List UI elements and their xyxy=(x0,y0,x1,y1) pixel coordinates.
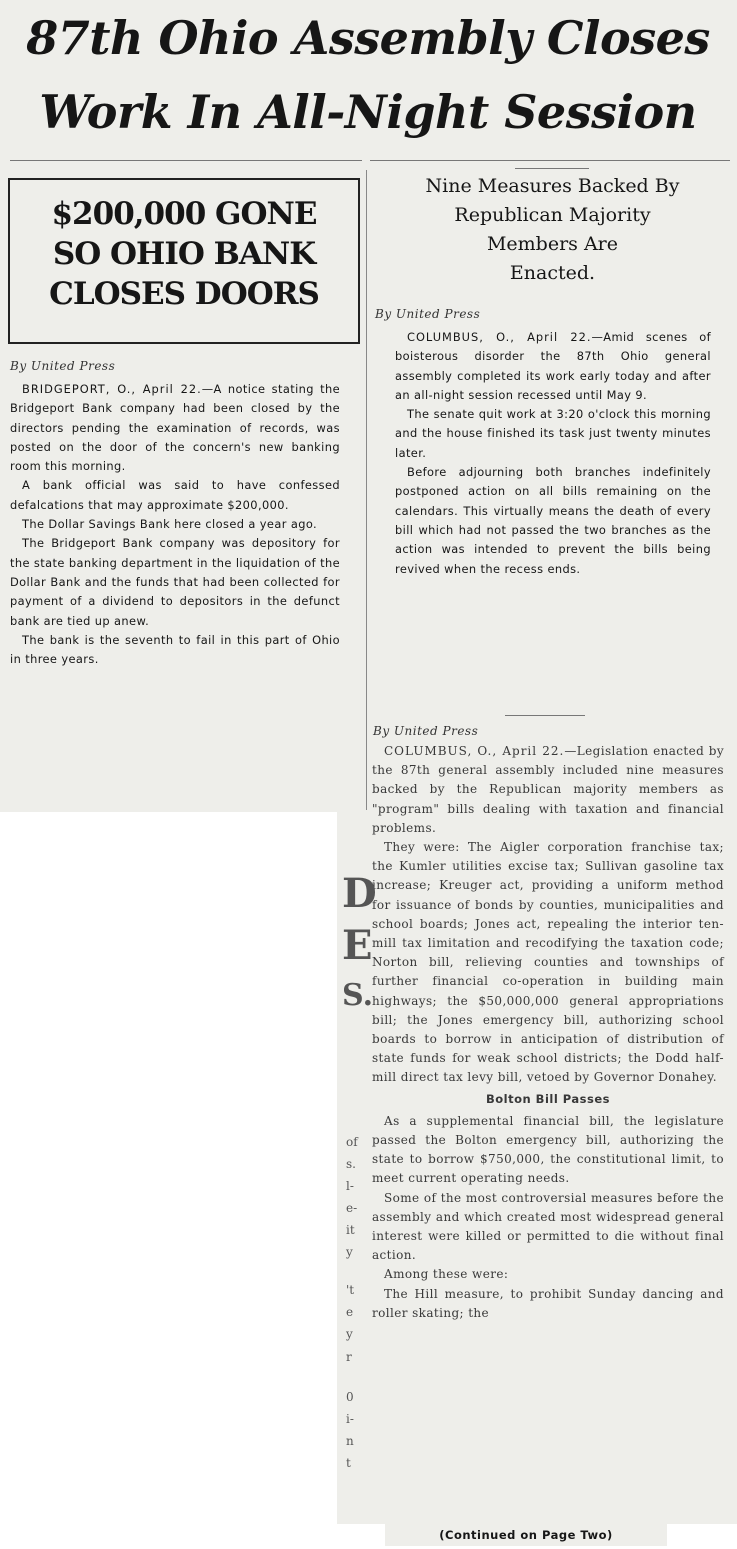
bank-dateline: BRIDGEPORT, O., April 22. xyxy=(22,382,202,396)
assembly-paragraph-2: The senate quit work at 3:20 o'clock this morning and the house finished its task just twenty minutes later. xyxy=(395,407,711,460)
legislation-dateline: COLUMBUS, O., April 22. xyxy=(384,744,565,758)
legislation-story-body xyxy=(372,742,724,1323)
fragment-letter-1: D xyxy=(342,870,377,917)
column-divider xyxy=(366,170,367,810)
bank-paragraph-1: BRIDGEPORT, O., April 22.—A notice stating the Bridgeport Bank company had been closed by the directors pending the examination of records, was posted on the door of the concern's new banking room this morning. xyxy=(10,382,340,474)
bank-story-byline: By United Press xyxy=(10,359,116,373)
headline-line-2: Work In All-Night Session xyxy=(39,85,697,139)
headline-rule-left xyxy=(10,160,362,161)
fragment-text-11: 0 xyxy=(346,1390,354,1404)
story-separator-rule xyxy=(505,715,585,716)
assembly-paragraph-3: Before adjourning both branches indefinitely postponed action on all bills remaining on the calendars. This virtually means the death of every bill which had not passed the two branches as the action was intended to prevent the bills being revived when the recess ends. xyxy=(395,465,711,576)
assembly-story-byline: By United Press xyxy=(375,307,481,321)
fragment-text-14: t xyxy=(346,1456,351,1470)
fragment-text-8: e xyxy=(346,1305,354,1319)
legislation-paragraph-6: The Hill measure, to prohibit Sunday dancing and roller skating; the xyxy=(372,1286,724,1320)
fragment-letter-3: S. xyxy=(342,978,374,1013)
assembly-subheading-line-3: Members Are xyxy=(486,233,619,255)
bolton-subhead: Bolton Bill Passes xyxy=(485,1091,610,1106)
bank-paragraph-3: The Dollar Savings Bank here closed a year ago. xyxy=(22,517,318,532)
fragment-text-7: 't xyxy=(346,1283,355,1297)
fragment-letter-2: E xyxy=(342,922,373,969)
assembly-dateline: COLUMBUS, O., April 22. xyxy=(407,330,592,344)
fragment-text-6: y xyxy=(346,1245,353,1259)
legislation-story-byline: By United Press xyxy=(373,724,479,738)
legislation-paragraph-4: Some of the most controversial measures before the assembly and which created most widespread general interest were killed or permitted to die without final action. xyxy=(372,1190,724,1263)
fragment-text-3: l- xyxy=(346,1179,354,1193)
assembly-story-body xyxy=(395,328,711,579)
adjacent-column-fragment xyxy=(340,870,377,1341)
fragment-text-1: of xyxy=(346,1135,358,1149)
adjacent-column-fragment-lower xyxy=(340,1350,362,1524)
legislation-paragraph-3: As a supplemental financial bill, the legislature passed the Bolton emergency bill, authorizing the state to borrow $750,000, the constitutional limit, to meet current operating needs. xyxy=(372,1113,724,1186)
legislation-paragraph-2: They were: The Aigler corporation franchise tax; the Kumler utilities excise tax; Sullivan gasoline tax increase; Kreuger act, providing a uniform method for issuance of bonds by counties, municipalities and school boards; Jones act, repealing the interior ten-mill tax limitation and recodifying the taxation code; Norton bill, relieving counties and townships of further financial co-operation in building main highways; the $50,000,000 general appropriations bill; the Jones emergency bill, authorizing school boards to borrow in anticipation of distribution of state funds for weak school districts; the Dodd half-mill direct tax levy bill, vetoed by Governor Donahey. xyxy=(372,840,724,1085)
bank-paragraph-2: A bank official was said to have confessed defalcations that may approximate $200,000. xyxy=(10,478,340,512)
assembly-subheading-line-2: Republican Majority xyxy=(454,204,651,226)
fragment-text-10: r xyxy=(346,1350,352,1364)
bank-paragraph-5: The bank is the seventh to fail in this part of Ohio in three years. xyxy=(10,632,340,667)
fragment-text-2: s. xyxy=(346,1157,356,1171)
assembly-subheading xyxy=(370,172,735,288)
continued-notice: (Continued on Page Two) xyxy=(385,1524,667,1546)
main-headline xyxy=(0,0,737,165)
fragment-text-5: it xyxy=(346,1223,355,1237)
bank-story-body xyxy=(10,380,340,669)
bank-heading-line-2: SO OHIO BANK xyxy=(52,236,316,272)
bank-paragraph-4: The Bridgeport Bank company was depository for the state banking department in the liquidation of the Dollar Bank and the funds that had been collected for payment of a dividend to depositors in the defunct bank are tied up anew. xyxy=(10,536,340,628)
fragment-text-12: i- xyxy=(346,1412,354,1426)
assembly-paragraph-1: COLUMBUS, O., April 22.—Amid scenes of boisterous disorder the 87th Ohio general assembly completed its work early today and after an all-night session recessed until May 9. xyxy=(395,330,712,402)
fragment-text-13: n xyxy=(346,1434,354,1448)
assembly-subheading-line-4: Enacted. xyxy=(509,262,596,284)
column-rule-short xyxy=(515,168,589,169)
bank-story-heading-box xyxy=(8,178,360,344)
fragment-text-4: e- xyxy=(346,1201,358,1215)
bank-heading-line-3: CLOSES DOORS xyxy=(49,276,319,312)
bank-heading-line-1: $200,000 GONE xyxy=(51,196,317,232)
headline-rule-right xyxy=(370,160,730,161)
assembly-subheading-line-1: Nine Measures Backed By xyxy=(425,175,680,197)
legislation-paragraph-1: COLUMBUS, O., April 22.—Legislation enacted by the 87th general assembly included nine measures backed by the Republican majority members as "program" bills dealing with taxation and financial problems. xyxy=(372,744,724,835)
headline-line-1: 87th Ohio Assembly Closes xyxy=(26,11,710,65)
legislation-paragraph-5: Among these were: xyxy=(384,1267,509,1282)
fragment-text-9: y xyxy=(346,1327,353,1341)
